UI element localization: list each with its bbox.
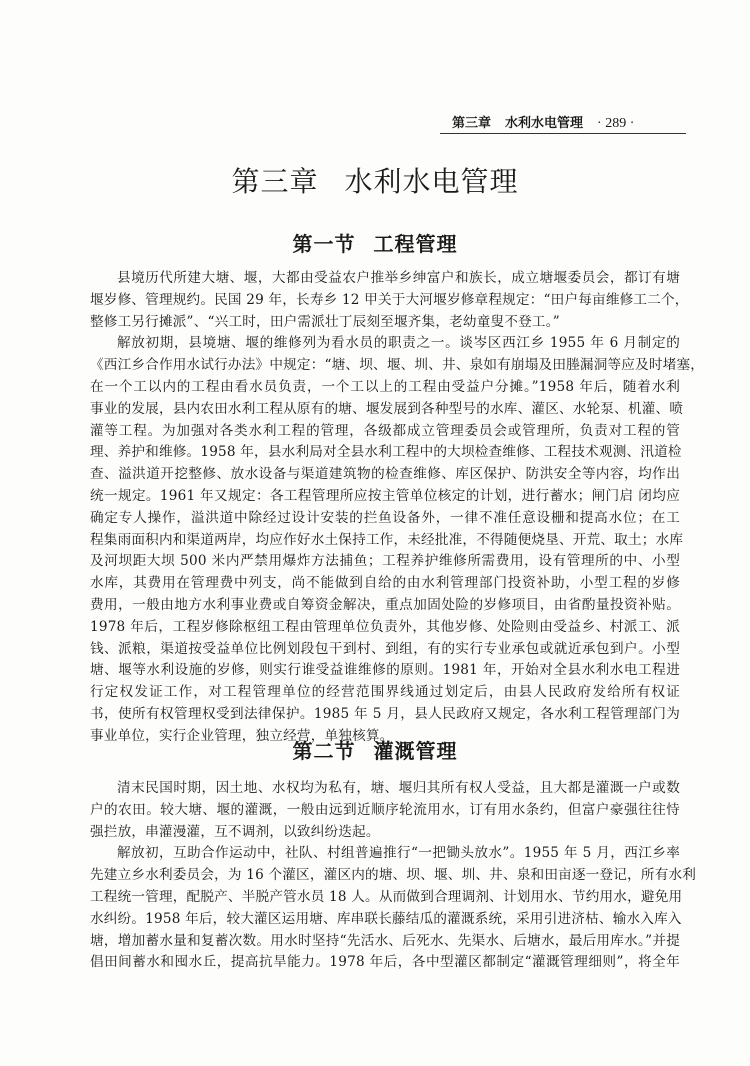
chapter-number: 第三章 [231,165,319,198]
text-line: 钱、派粮，渠道按受益单位比例划段包干到村、到组，有的实行专业承包或就近承包到户。小型 [90,640,680,657]
text-line: 解放初，互助合作运动中，社队、村组普遍推行“一把锄头放水”。1955 年 5 月，西江乡率 [117,845,680,862]
text-line: 先建立乡水利委员会，为 16 个灌区，灌区内的塘、坝、堰、圳、井、泉和田亩逐一登记，所有水利 [90,867,697,884]
text-line: 塘、堰等水利设施的岁修，则实行谁受益谁维修的原则。1981 年，开始对全县水利水电工程进 [90,662,680,679]
text-line: 事业单位，实行企业管理，独立经营，单独核算。 [90,727,394,744]
text-line: 及河坝距大坝 500 米内严禁用爆炸方法捕鱼；工程养护维修所需费用，设有管理所的中、小型 [90,553,680,570]
text-line: 水纠纷。1958 年后，较大灌区运用塘、库串联长藤结瓜的灌溉系统，采用引进济枯、输水入库入 [90,910,682,927]
text-line: 工程统一管理，配脱产、半脱产管水员 18 人。从而做到合理调剂、计划用水、节约用水，避免用 [90,888,683,905]
section-name: 灌溉管理 [373,739,458,763]
section-title-2 [0,735,750,764]
text-line: 县境历代所建大塘、堰，大都由受益农户推举乡绅富户和族长，成立塘堰委员会，都订有塘 [117,270,680,286]
text-line: 《西江乡合作用水试行办法》中规定：“塘、坝、堰、圳、井、泉如有崩塌及田塍漏洞等应及时堵塞， [90,357,705,374]
running-head-chapter: 第三章 [452,116,492,131]
running-head-title: 水利水电管理 [505,116,584,131]
section-name: 工程管理 [373,232,458,256]
text-line: 行定权发证工作，对工程管理单位的经营范围界线通过划定后，由县人民政府发给所有权证 [90,684,680,701]
running-head [452,112,684,132]
text-line: 事业的发展，县内农田水利工程从原有的塘、堰发展到各种型号的水库、灌区、水轮泵、机灌、喷 [90,400,684,417]
text-line: 强拦放，串灌漫灌，互不调剂，以致纠纷迭起。 [90,823,380,840]
section-2-body [90,778,697,974]
text-line: 倡田间蓄水和囤水丘，提高抗旱能力。1978 年后，各中型灌区都制定“灌溉管理细则”，将全年 [90,954,680,971]
text-line: 清末民国时期，因土地、水权均为私有，塘、堰归其所有权人受益，且大都是灌溉一户或数 [117,780,680,796]
text-line: 程集雨面积内和渠道两岸，均应作好水土保持工作，未经批准，不得随便烧垦、开荒、取土；水库 [90,531,684,548]
text-line: 书，使所有权管理权受到法律保护。1985 年 5 月，县人民政府又规定，各水利工程管理部门为 [90,705,680,722]
section-title-1 [0,228,750,257]
page-number: · 289 · [597,116,635,131]
text-line: 灌等工程。为加强对各类水利工程的管理，各级都成立管理委员会或管理所，负责对工程的管 [90,422,680,439]
text-line: 塘，增加蓄水量和复蓄次数。用水时坚持“先活水、后死水、先渠水、后塘水，最后用库水。”并提 [90,932,680,949]
text-line: 水库，其费用在管理费中列支，尚不能做到自给的由水利管理部门投资补助，小型工程的岁修 [90,575,680,592]
text-line: 查、溢洪道开挖整修、放水设备与渠道建筑物的检查维修、库区保护、防洪安全等内容，均作出 [90,466,680,483]
chapter-name: 水利水电管理 [344,165,519,198]
section-1-body [90,268,705,748]
text-line: 确定专人操作，溢洪道中除经过设计安装的拦鱼设备外，一律不准任意设栅和提高水位；在工 [90,509,680,526]
text-line: 堰岁修、管理规约。民国 29 年，长寿乡 12 甲关于大河堰岁修章程规定：“田户每亩维修工二个， [90,291,689,308]
text-line: 费用，一般由地方水利事业费或自筹资金解决，重点加固处险的岁修项目，由省酌量投资补贴。 [90,596,680,613]
text-line: 统一规定。1961 年又规定：各工程管理所应按主管单位核定的计划，进行蓄水；闸门启 闭均应 [90,487,680,504]
text-line: 理、养护和维修。1958 年，县水利局对全县水利工程中的大坝检查维修、工程技术观测、汛道检 [90,444,682,461]
text-line: 整修工另行摊派”、“兴工时，田户需派壮丁辰刻至堰齐集，老幼童叟不登工。” [90,313,560,330]
text-line: 在一个工以内的工程由看水员负责，一个工以上的工程由受益户分摊。”1958 年后，随着水利 [90,378,680,395]
chapter-title [0,160,750,200]
text-line: 解放初期，县境塘、堰的维修列为看水员的职责之一。谈岑区西江乡 1955 年 6 月制定的 [117,335,680,352]
section-number: 第一节 [292,232,356,256]
text-line: 1978 年后，工程岁修除枢纽工程由管理单位负责外，其他岁修、处险则由受益乡、村派工、派 [90,618,680,635]
section-number: 第二节 [292,739,356,763]
text-line: 户的农田。较大塘、堰的灌溉，一般由远到近顺序轮流用水，订有用水条约，但富户豪强往往恃 [90,801,680,818]
header-rule [440,133,686,134]
